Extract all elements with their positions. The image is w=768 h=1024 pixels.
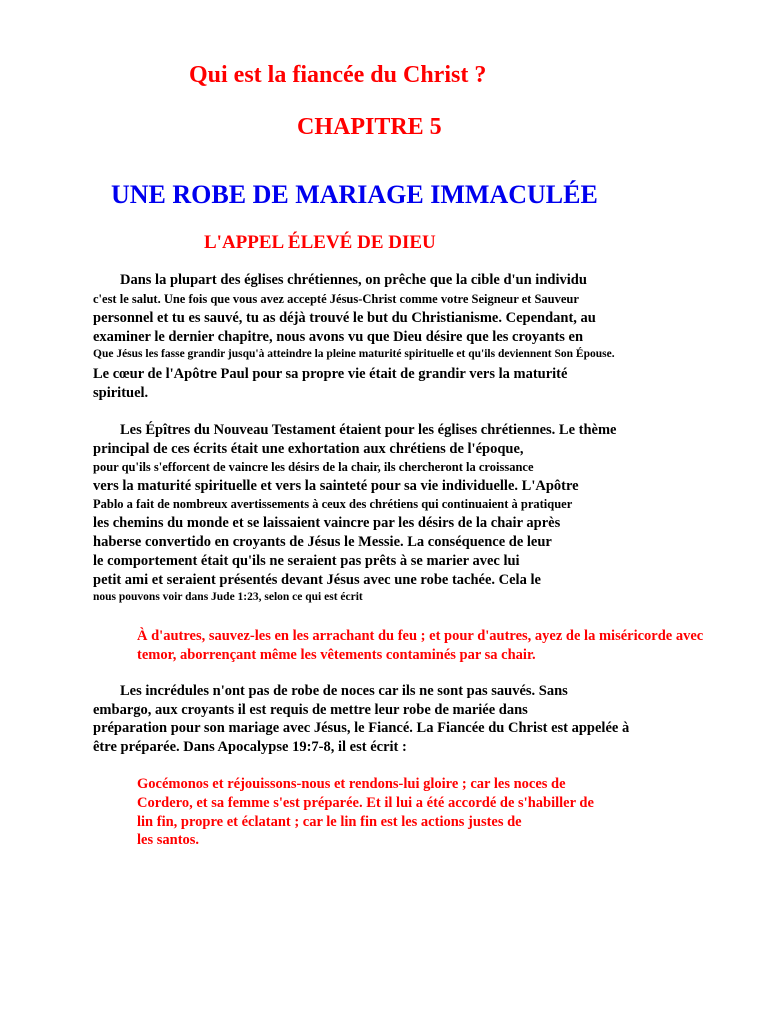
quote-line: temor, aborrençant même les vêtements contaminés par sa chair.	[137, 647, 536, 663]
chapter-heading: CHAPITRE 5	[297, 114, 442, 140]
quote-line: les santos.	[137, 832, 200, 848]
paragraph-line: Dans la plupart des églises chrétiennes, on prêche que la cible d'un individu	[120, 272, 587, 288]
paragraph-line: Les Épîtres du Nouveau Testament étaient pour les églises chrétiennes. Le thème	[120, 422, 617, 438]
quote-line: Gocémonos et réjouissons-nous et rendons-lui gloire ; car les noces de	[137, 776, 566, 792]
paragraph-line: petit ami et seraient présentés devant Jésus avec une robe tachée. Cela le	[93, 572, 541, 588]
paragraph-line: Que Jésus les fasse grandir jusqu'à atteindre la pleine maturité spirituelle et qu'ils deviennent Son Épouse.	[93, 348, 615, 360]
paragraph-line: le comportement était qu'ils ne seraient pas prêts à se marier avec lui	[93, 553, 520, 569]
paragraph-line: être préparée. Dans Apocalypse 19:7-8, il est écrit :	[93, 739, 407, 755]
paragraph-line: embargo, aux croyants il est requis de mettre leur robe de mariée dans	[93, 702, 528, 718]
subtitle: L'APPEL ÉLEVÉ DE DIEU	[204, 232, 436, 253]
paragraph-line: principal de ces écrits était une exhortation aux chrétiens de l'époque,	[93, 441, 524, 457]
paragraph-line: haberse convertido en croyants de Jésus le Messie. La conséquence de leur	[93, 534, 552, 550]
paragraph-line: c'est le salut. Une fois que vous avez accepté Jésus-Christ comme votre Seigneur et Sauveur	[93, 292, 579, 306]
main-title: UNE ROBE DE MARIAGE IMMACULÉE	[111, 180, 598, 209]
quote-line: À d'autres, sauvez-les en les arrachant du feu ; et pour d'autres, ayez de la miséricorde avec	[137, 628, 704, 644]
paragraph-line: Le cœur de l'Apôtre Paul pour sa propre vie était de grandir vers la maturité	[93, 366, 568, 382]
quote-line: Cordero, et sa femme s'est préparée. Et il lui a été accordé de s'habiller de	[137, 795, 594, 811]
paragraph-line: nous pouvons voir dans Jude 1:23, selon ce qui est écrit	[93, 591, 363, 603]
paragraph-line: spirituel.	[93, 385, 149, 401]
quote-line: lin fin, propre et éclatant ; car le lin fin est les actions justes de	[137, 814, 522, 830]
paragraph-line: les chemins du monde et se laissaient vaincre par les désirs de la chair après	[93, 515, 561, 531]
paragraph-line: examiner le dernier chapitre, nous avons vu que Dieu désire que les croyants en	[93, 329, 584, 345]
paragraph-line: Les incrédules n'ont pas de robe de noces car ils ne sont pas sauvés. Sans	[120, 683, 568, 699]
paragraph-line: Pablo a fait de nombreux avertissements à ceux des chrétiens qui continuaient à pratiquer	[93, 497, 573, 511]
paragraph-line: personnel et tu es sauvé, tu as déjà trouvé le but du Christianisme. Cependant, au	[93, 310, 596, 326]
paragraph-line: vers la maturité spirituelle et vers la sainteté pour sa vie individuelle. L'Apôtre	[93, 478, 579, 494]
paragraph-line: pour qu'ils s'efforcent de vaincre les désirs de la chair, ils chercheront la croissance	[93, 460, 534, 474]
paragraph-line: préparation pour son mariage avec Jésus, le Fiancé. La Fiancée du Christ est appelée à	[93, 720, 630, 736]
document-title: Qui est la fiancée du Christ ?	[189, 62, 487, 88]
